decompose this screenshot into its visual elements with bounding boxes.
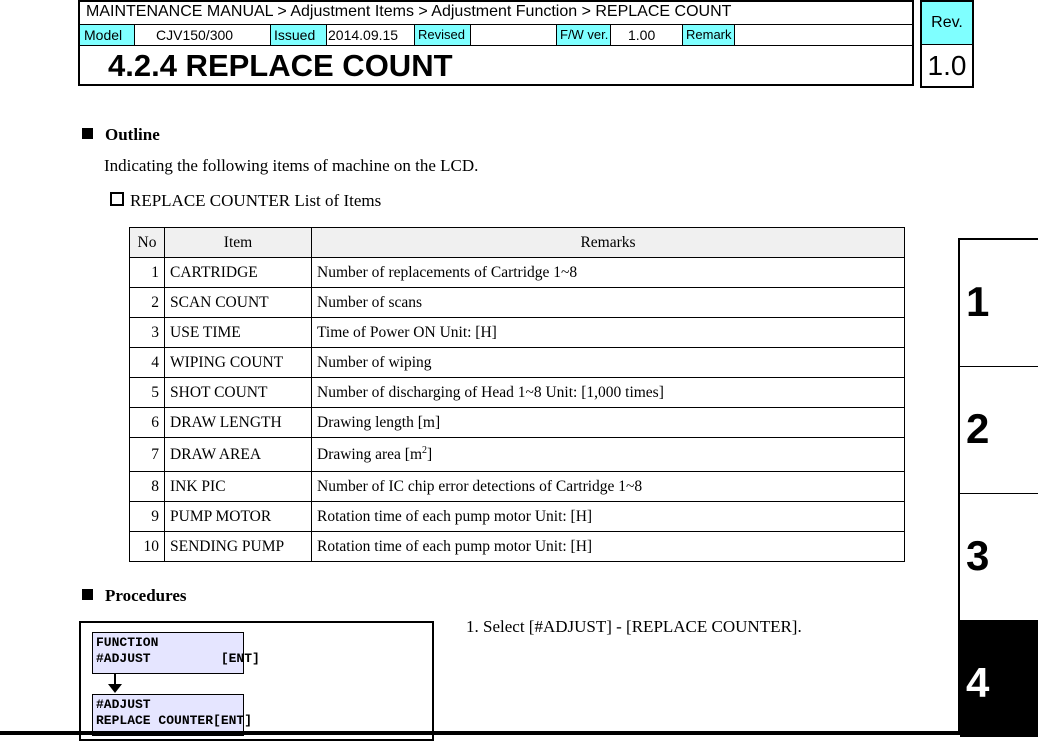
revision-label: Rev. bbox=[922, 2, 972, 45]
cell-remarks: Number of discharging of Head 1~8 Unit: [1,000 times] bbox=[312, 378, 905, 408]
cell-remarks: Number of scans bbox=[312, 288, 905, 318]
cell-remarks: Drawing length [m] bbox=[312, 408, 905, 438]
table-row bbox=[130, 408, 905, 438]
cell-item: SHOT COUNT bbox=[165, 378, 312, 408]
model-label: Model bbox=[80, 25, 135, 45]
lcd-screen-adjust: #ADJUST REPLACE COUNTER[ENT] bbox=[92, 694, 244, 736]
document-header bbox=[78, 0, 914, 86]
cell-item: DRAW AREA bbox=[165, 438, 312, 472]
cell-remarks: Rotation time of each pump motor Unit: [H] bbox=[312, 502, 905, 532]
table-row bbox=[130, 318, 905, 348]
cell-no: 7 bbox=[130, 438, 165, 472]
cell-item: USE TIME bbox=[165, 318, 312, 348]
issued-value: 2014.09.15 bbox=[328, 27, 399, 43]
page-title: 4.2.4 REPLACE COUNT bbox=[108, 48, 453, 83]
cell-remarks: Rotation time of each pump motor Unit: [H] bbox=[312, 532, 905, 562]
cell-item: WIPING COUNT bbox=[165, 348, 312, 378]
chapter-tabs bbox=[958, 238, 1038, 735]
cell-no: 5 bbox=[130, 378, 165, 408]
cell-remarks: Drawing area $[m^2]$ bbox=[312, 438, 905, 472]
revision-box bbox=[920, 0, 974, 88]
header-meta-row bbox=[80, 24, 912, 46]
table-row bbox=[130, 378, 905, 408]
cell-no: 3 bbox=[130, 318, 165, 348]
cell-no: 8 bbox=[130, 472, 165, 502]
table-row bbox=[130, 502, 905, 532]
cell-no: 1 bbox=[130, 258, 165, 288]
cell-no: 9 bbox=[130, 502, 165, 532]
column-header-item: Item bbox=[165, 228, 312, 258]
table-row bbox=[130, 472, 905, 502]
outline-description: Indicating the following items of machine on the LCD. bbox=[104, 156, 479, 175]
issued-label: Issued bbox=[270, 25, 327, 45]
column-header-remarks: Remarks bbox=[312, 228, 905, 258]
cell-item: CARTRIDGE bbox=[165, 258, 312, 288]
table-row bbox=[130, 438, 905, 472]
cell-no: 6 bbox=[130, 408, 165, 438]
cell-remarks: Number of replacements of Cartridge 1~8 bbox=[312, 258, 905, 288]
cell-remarks: Time of Power ON Unit: [H] bbox=[312, 318, 905, 348]
chapter-tab-2[interactable]: 2 bbox=[960, 367, 1038, 494]
chapter-tab-1[interactable]: 1 bbox=[960, 240, 1038, 367]
cell-no: 4 bbox=[130, 348, 165, 378]
revised-label: Revised bbox=[414, 25, 471, 45]
cell-remarks: Number of IC chip error detections of Cartridge 1~8 bbox=[312, 472, 905, 502]
bullet-square-icon bbox=[82, 589, 93, 600]
procedure-step-1: 1. Select [#ADJUST] - [REPLACE COUNTER]. bbox=[466, 617, 802, 636]
model-value: CJV150/300 bbox=[156, 27, 234, 43]
list-caption: REPLACE COUNTER List of Items bbox=[110, 191, 381, 211]
page-bottom-rule bbox=[0, 731, 1038, 735]
procedures-heading: Procedures bbox=[82, 586, 187, 606]
table-row bbox=[130, 348, 905, 378]
outline-heading: Outline bbox=[82, 125, 160, 145]
cell-item: SCAN COUNT bbox=[165, 288, 312, 318]
checkbox-square-icon bbox=[110, 192, 124, 206]
cell-item: INK PIC bbox=[165, 472, 312, 502]
fw-label: F/W ver. bbox=[556, 25, 611, 45]
fw-value: 1.00 bbox=[628, 27, 656, 43]
cell-remarks: Number of wiping bbox=[312, 348, 905, 378]
cell-item: SENDING PUMP bbox=[165, 532, 312, 562]
cell-item: DRAW LENGTH bbox=[165, 408, 312, 438]
table-row bbox=[130, 258, 905, 288]
cell-no: 10 bbox=[130, 532, 165, 562]
bullet-square-icon bbox=[82, 128, 93, 139]
breadcrumb: MAINTENANCE MANUAL > Adjustment Items > Adjustment Function > REPLACE COUNT bbox=[86, 3, 732, 20]
arrow-down-icon bbox=[107, 674, 123, 694]
table-row bbox=[130, 532, 905, 562]
replace-counter-table bbox=[129, 227, 905, 562]
chapter-tab-3[interactable]: 3 bbox=[960, 494, 1038, 621]
remark-label: Remark bbox=[682, 25, 735, 45]
chapter-tab-4[interactable]: 4 bbox=[960, 621, 1038, 737]
cell-item: PUMP MOTOR bbox=[165, 502, 312, 532]
column-header-no: No bbox=[130, 228, 165, 258]
table-header-row bbox=[130, 228, 905, 258]
table-row bbox=[130, 288, 905, 318]
revision-value: 1.0 bbox=[927, 50, 967, 81]
lcd-screen-function: FUNCTION #ADJUST [ENT] bbox=[92, 632, 244, 674]
cell-no: 2 bbox=[130, 288, 165, 318]
